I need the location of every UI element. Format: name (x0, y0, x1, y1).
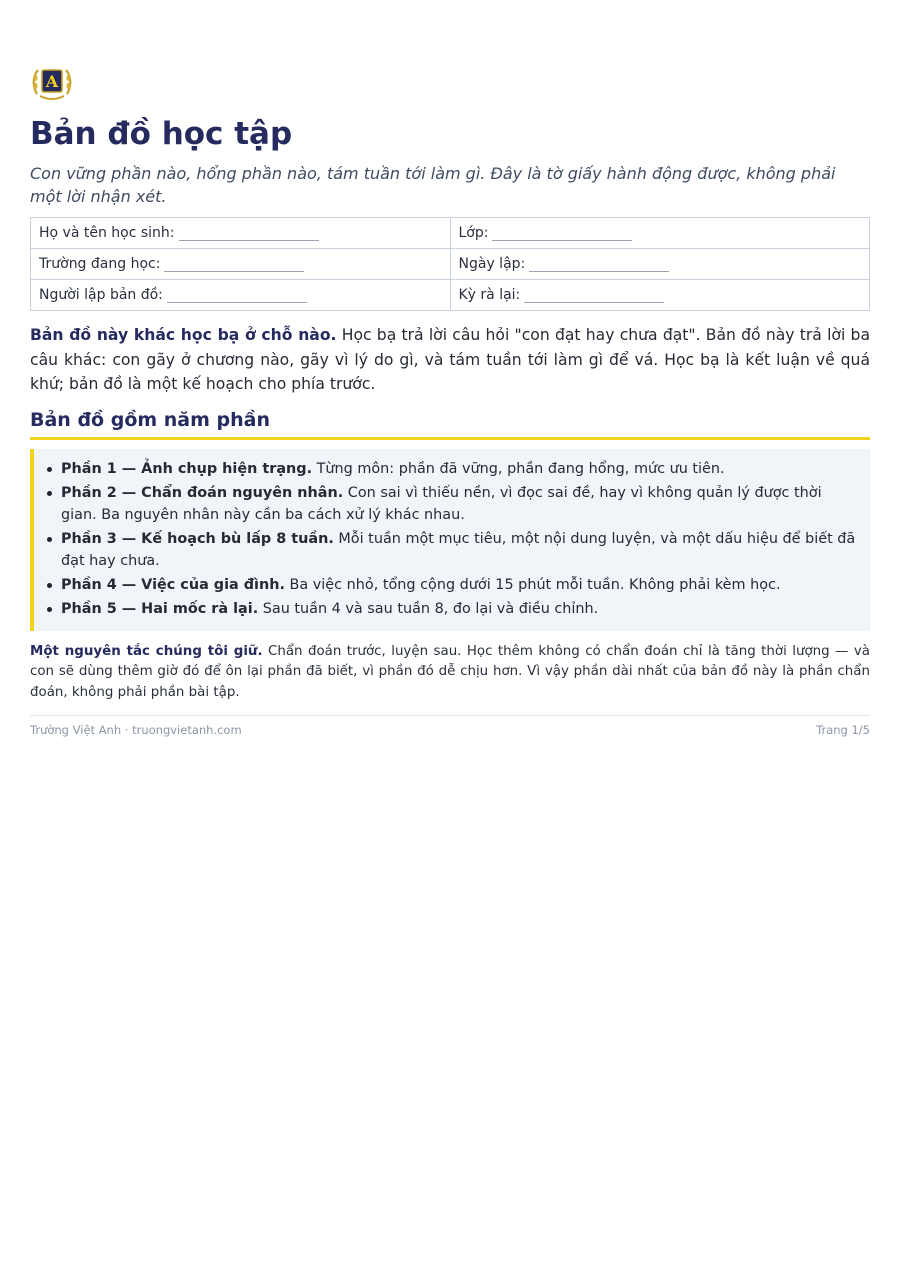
info-cell (450, 218, 870, 249)
part-text: Ba việc nhỏ, tổng cộng dưới 15 phút mỗi tuần. Không phải kèm học. (284, 576, 781, 593)
fill-in-blank[interactable] (529, 258, 669, 272)
page-footer (30, 723, 870, 737)
part-lead: Phần 3 — Kế hoạch bù lấp 8 tuần. (61, 530, 334, 547)
fill-in-blank[interactable] (164, 258, 304, 272)
part-lead: Phần 4 — Việc của gia đình. (61, 576, 285, 593)
part-item (46, 574, 856, 596)
info-cell (31, 249, 451, 280)
part-text: Từng môn: phần đã vững, phần đang hổng, mức ưu tiên. (312, 460, 725, 477)
part-lead: Phần 2 — Chẩn đoán nguyên nhân. (61, 484, 344, 501)
principle-paragraph (30, 642, 870, 717)
info-cell (450, 280, 870, 311)
part-text: Con sai vì thiếu nền, vì đọc sai đề, hay vì không quản lý được thời gian. Ba nguyên nhân này cần ba cách xử lý khác nhau. (61, 484, 822, 523)
footer-school: Trường Việt Anh · truongvietanh.com (30, 723, 242, 737)
fill-in-blank[interactable] (179, 227, 319, 241)
page-title: Bản đồ học tập (30, 116, 293, 152)
intro-paragraph (30, 323, 870, 397)
info-cell (31, 280, 451, 311)
info-label: Lớp: (458, 225, 489, 241)
info-label: Người lập bản đồ: (39, 287, 163, 303)
part-item (46, 598, 856, 620)
info-label: Ngày lập: (458, 256, 526, 272)
school-crest-logo (31, 64, 73, 104)
info-label: Kỳ rà lại: (458, 287, 521, 303)
info-row (31, 280, 870, 311)
info-row (31, 218, 870, 249)
footer-page-number: Trang 1/5 (816, 723, 870, 737)
section-heading: Bản đồ gồm năm phần (30, 409, 870, 440)
part-lead: Phần 5 — Hai mốc rà lại. (61, 600, 259, 617)
info-cell (31, 218, 451, 249)
part-item (46, 482, 856, 526)
parts-callout (30, 449, 870, 631)
part-lead: Phần 1 — Ảnh chụp hiện trạng. (61, 460, 313, 477)
intro-lead: Bản đồ này khác học bạ ở chỗ nào. (30, 326, 337, 344)
fill-in-blank[interactable] (492, 227, 632, 241)
document-page (30, 64, 870, 737)
part-item (46, 528, 856, 572)
fill-in-blank[interactable] (167, 289, 307, 303)
page-subtitle: Con vững phần nào, hổng phần nào, tám tuần tới làm gì. Đây là tờ giấy hành động được, không phải một lời nhận xét. (30, 164, 836, 206)
info-label: Họ và tên học sinh: (39, 225, 175, 241)
principle-text: Chẩn đoán trước, luyện sau. Học thêm không có chẩn đoán chỉ là tăng thời lượng — và con sẽ dùng thêm giờ đó để ôn lại phần đã biết, vì phần đó dễ chịu hơn. Vì vậy phần dài nhất của bản đồ này là phần chẩn đoán, không phải phần bài tập. (30, 643, 870, 700)
fill-in-blank[interactable] (524, 289, 664, 303)
student-info-table (30, 217, 870, 311)
part-text: Sau tuần 4 và sau tuần 8, đo lại và điều chỉnh. (258, 600, 599, 617)
part-text: Mỗi tuần một mục tiêu, một nội dung luyện, và một dấu hiệu để biết đã đạt hay chưa. (61, 530, 856, 569)
parts-list (46, 458, 856, 620)
intro-text: Học bạ trả lời câu hỏi "con đạt hay chưa đạt". Bản đồ này trả lời ba câu khác: con gãy ở chương nào, gãy vì lý do gì, và tám tuần tới làm gì để vá. Học bạ là kết luận về quá khứ; bản đồ là một kế hoạch cho phía trước. (30, 326, 870, 393)
info-cell (450, 249, 870, 280)
info-label: Trường đang học: (39, 256, 161, 272)
logo-letter: A (45, 72, 59, 91)
part-item (46, 458, 856, 480)
principle-lead: Một nguyên tắc chúng tôi giữ. (30, 643, 263, 659)
info-row (31, 249, 870, 280)
